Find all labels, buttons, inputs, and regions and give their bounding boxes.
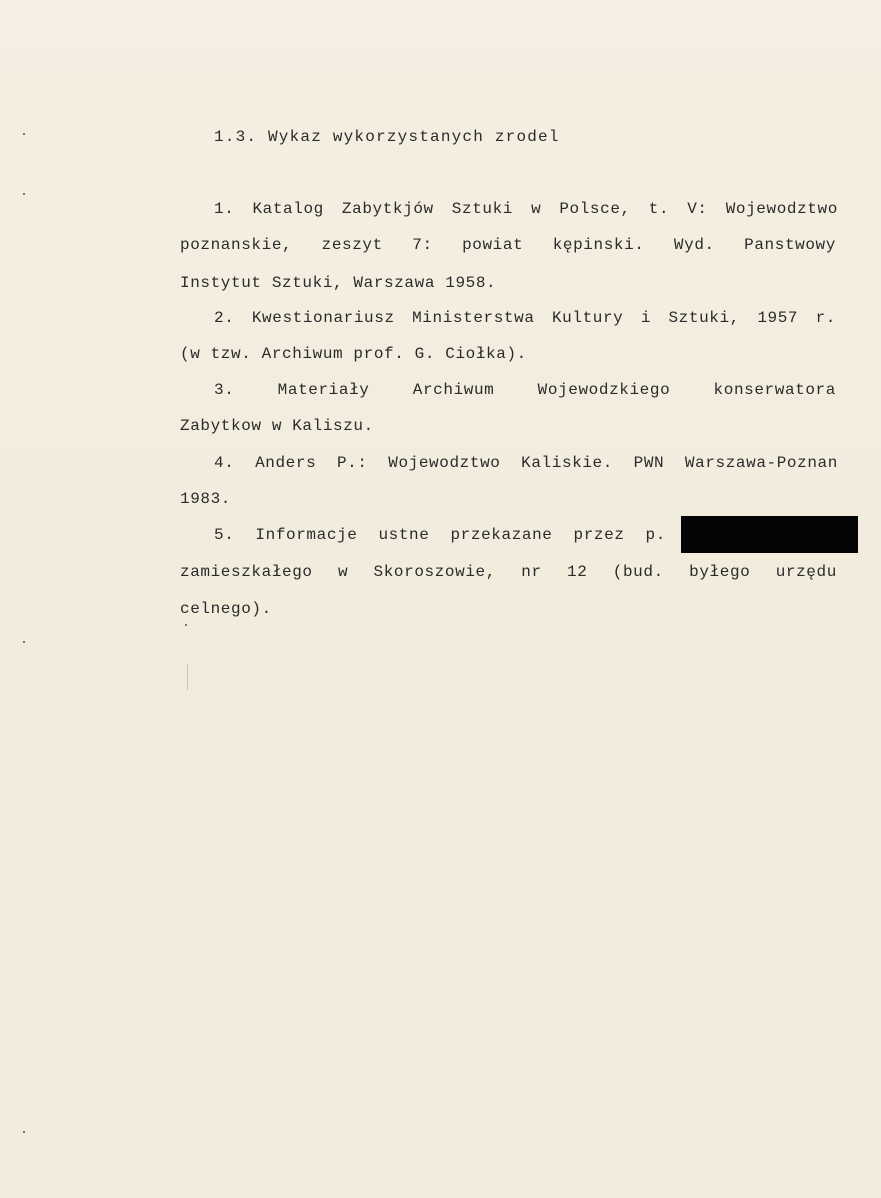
word: Zabytkjów — [341, 200, 434, 218]
word: byłego — [689, 563, 751, 581]
entry-3-line-2: Zabytkow w Kaliszu. — [180, 417, 374, 435]
section-heading: 1.3. Wykaz wykorzystanych zrodel — [214, 128, 560, 146]
word: 4. — [214, 454, 235, 472]
word: zamieszkałego — [180, 563, 313, 581]
word: Wojewodztwo — [388, 454, 501, 472]
word: Sztuki, — [668, 309, 740, 327]
word: w — [337, 563, 349, 581]
scan-speck — [23, 641, 25, 643]
word: Polsce, — [559, 200, 631, 218]
entry-5-line-3: celnego). — [180, 600, 272, 618]
entry-4-line-2: 1983. — [180, 490, 232, 508]
entry-1-line-1 — [214, 197, 838, 221]
word: (bud. — [612, 563, 664, 581]
word: Wyd. — [673, 236, 715, 254]
scan-speck — [23, 193, 25, 195]
word: Katalog — [252, 200, 324, 218]
word: 12 — [567, 563, 588, 581]
word: nr — [521, 563, 542, 581]
word: Warszawa-Poznan — [684, 454, 838, 472]
word: zeszyt — [321, 236, 383, 254]
word: Kwestionariusz — [251, 309, 395, 327]
word: PWN — [633, 454, 665, 472]
entry-2-line-2: (w tzw. Archiwum prof. G. Ciołka). — [180, 345, 527, 363]
word: 3. — [214, 381, 235, 399]
word: w — [531, 200, 542, 218]
scan-mark — [187, 664, 188, 690]
entry-2-line-1 — [214, 306, 836, 330]
entry-5-line-1 — [214, 523, 666, 547]
word: i — [640, 309, 652, 327]
word: Ministerstwa — [412, 309, 535, 327]
word: Panstwowy — [744, 236, 836, 254]
word: 1957 — [757, 309, 799, 327]
word: Archiwum — [412, 381, 495, 399]
word: Materiały — [277, 381, 370, 399]
scan-speck — [185, 624, 187, 626]
word: V: — [687, 200, 708, 218]
word: konserwatora — [713, 381, 836, 399]
word: Kaliskie. — [521, 454, 613, 472]
word: 2. — [214, 309, 235, 327]
word: t. — [648, 200, 670, 218]
entry-5-line-2 — [180, 560, 837, 584]
word: 5. — [214, 526, 235, 544]
redaction-block — [681, 516, 858, 553]
entry-4-line-1 — [214, 451, 838, 475]
entry-1-line-2 — [180, 233, 836, 257]
word: Wojewodzkiego — [537, 381, 671, 399]
word: poznanskie, — [180, 236, 293, 254]
word: Informacje — [255, 526, 358, 544]
word: p. — [645, 526, 666, 544]
scan-speck — [23, 1131, 25, 1133]
word: powiat — [462, 236, 524, 254]
scan-speck — [23, 133, 25, 135]
word: ustne — [378, 526, 430, 544]
word: P.: — [336, 454, 368, 472]
word: Sztuki — [451, 200, 514, 218]
word: kępinski. — [552, 236, 645, 254]
word: Kultury — [551, 309, 624, 327]
entry-3-line-1 — [214, 378, 836, 402]
entry-1-line-3: Instytut Sztuki, Warszawa 1958. — [180, 274, 497, 292]
word: 1. — [214, 200, 235, 218]
word: Wojewodztwo — [725, 200, 838, 218]
word: urzędu — [775, 563, 837, 581]
word: 7: — [412, 236, 433, 254]
word: przez — [573, 526, 625, 544]
word: Anders — [255, 454, 317, 472]
word: Skoroszowie, — [373, 563, 496, 581]
word: przekazane — [450, 526, 553, 544]
word: r. — [815, 309, 836, 327]
